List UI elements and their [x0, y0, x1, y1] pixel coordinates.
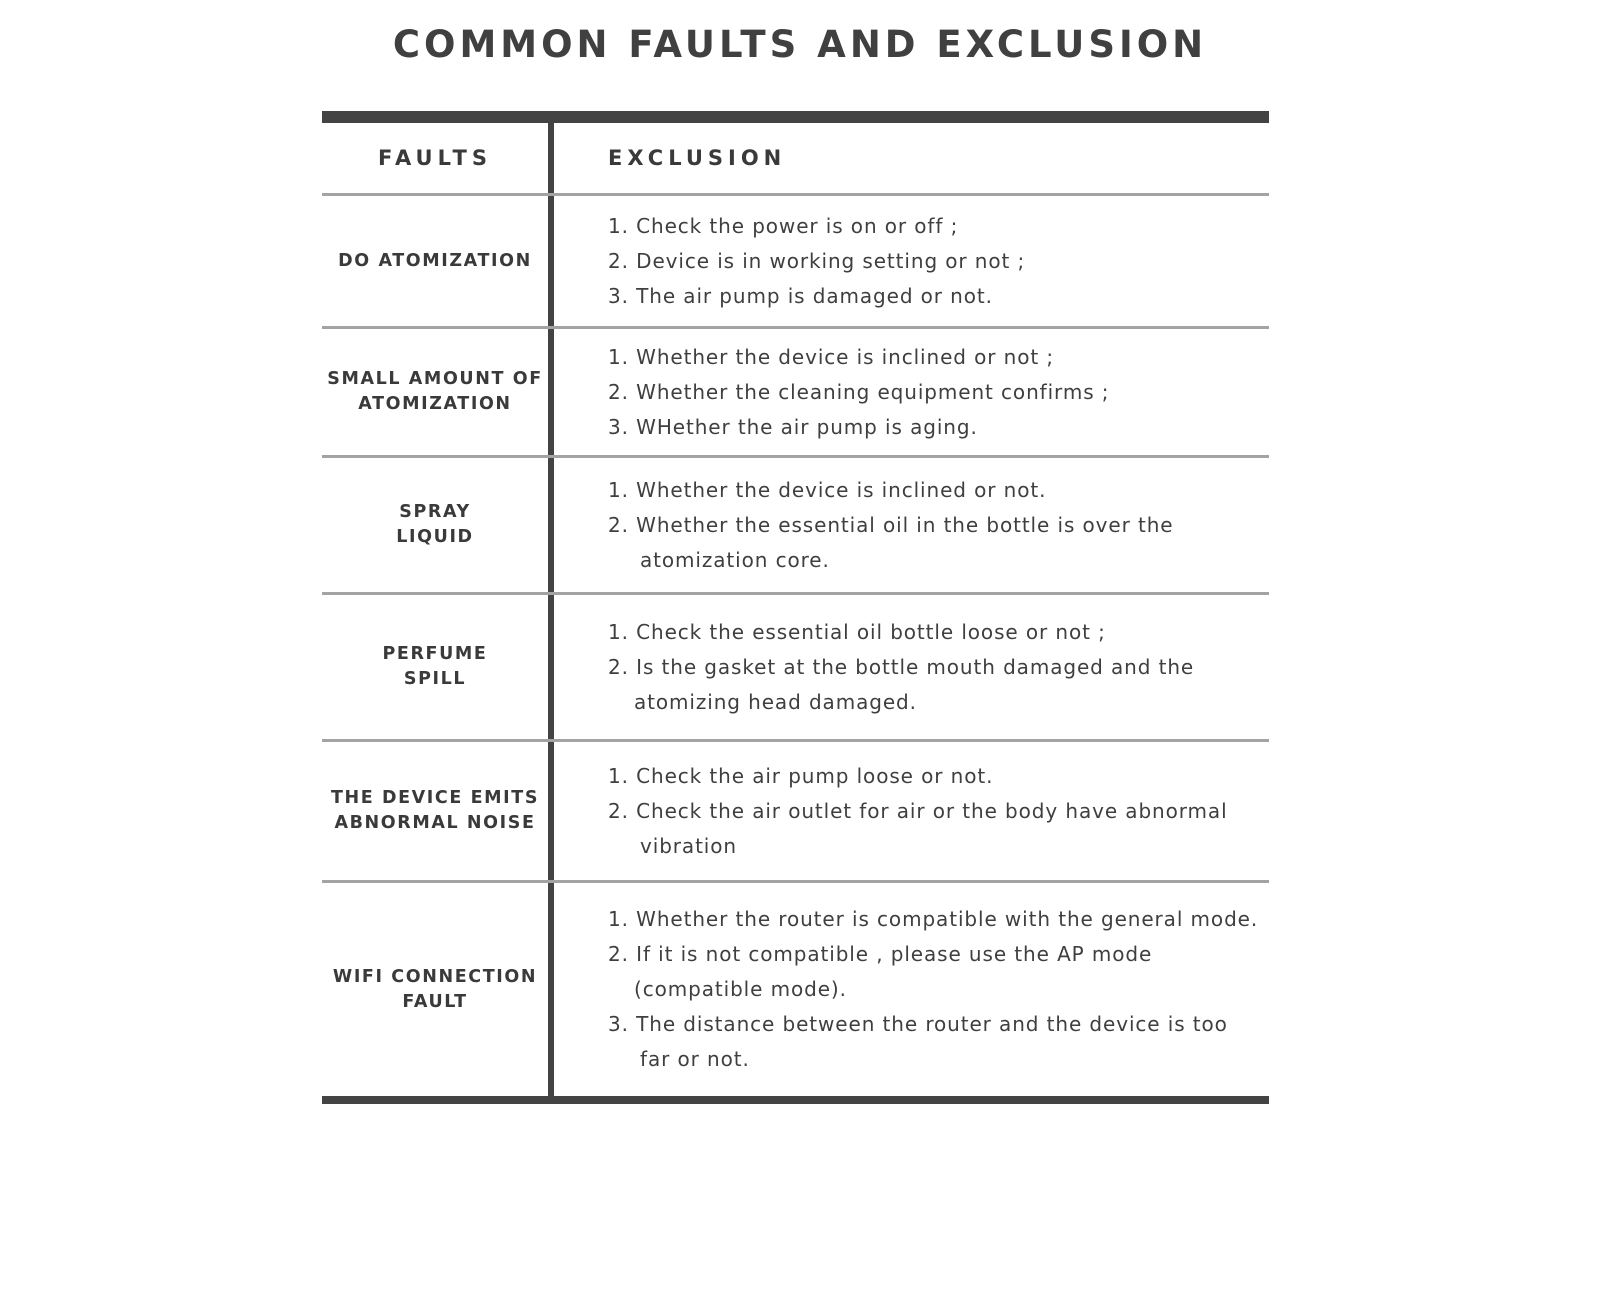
exclusion-line: atomizing head damaged.: [634, 689, 917, 714]
fault-cell: WIFI CONNECTION FAULT: [332, 966, 538, 1012]
table-top-rule: [322, 111, 1269, 123]
exclusion-line: 2. Is the gasket at the bottle mouth damaged and the: [608, 654, 1195, 679]
exclusion-line: far or not.: [640, 1047, 750, 1071]
exclusion-line: 2. If it is not compatible , please use the AP mode: [608, 942, 1153, 966]
fault-cell: THE DEVICE EMITS ABNORMAL NOISE: [330, 788, 540, 833]
fault-cell: DO ATOMIZATION: [338, 250, 532, 271]
exclusion-cell: [608, 595, 1270, 739]
exclusion-line: 1. Check the air pump loose or not.: [608, 763, 994, 788]
exclusion-cell: [608, 742, 1270, 880]
exclusion-cell: [608, 329, 1270, 455]
page-title: COMMON FAULTS AND EXCLUSION: [392, 23, 1208, 66]
exclusion-line: 3. WHether the air pump is aging.: [608, 414, 978, 439]
exclusion-line: 1. Check the power is on or off ;: [608, 213, 959, 238]
header-faults: FAULTS: [378, 146, 492, 170]
exclusion-line: (compatible mode).: [634, 977, 847, 1001]
exclusion-line: 1. Whether the device is inclined or not ;: [608, 344, 1055, 369]
exclusion-line: 3. The air pump is damaged or not.: [608, 283, 993, 308]
exclusion-line: 1. Whether the device is inclined or not.: [608, 477, 1047, 502]
exclusion-line: 3. The distance between the router and the device is too: [608, 1012, 1228, 1036]
exclusion-cell: [608, 883, 1270, 1096]
fault-cell: SMALL AMOUNT OF ATOMIZATION: [327, 369, 543, 414]
exclusion-line: 2. Check the air outlet for air or the body have abnormal: [608, 798, 1228, 823]
fault-cell: SPRAY LIQUID: [396, 502, 474, 547]
fault-cell: PERFUME SPILL: [382, 644, 488, 689]
exclusion-line: 2. Whether the essential oil in the bottle is over the: [608, 512, 1174, 537]
table-bottom-rule: [322, 1096, 1269, 1104]
exclusion-cell: [608, 196, 1270, 326]
column-divider: [548, 123, 554, 1096]
exclusion-line: atomization core.: [640, 547, 830, 572]
exclusion-line: vibration: [640, 833, 737, 858]
faults-table: [322, 111, 1269, 1101]
exclusion-line: 1. Whether the router is compatible with the general mode.: [608, 907, 1259, 931]
exclusion-line: 2. Device is in working setting or not ;: [608, 248, 1026, 273]
exclusion-line: 2. Whether the cleaning equipment confirms ;: [608, 379, 1110, 404]
exclusion-line: 1. Check the essential oil bottle loose or not ;: [608, 619, 1106, 644]
header-exclusion: EXCLUSION: [608, 146, 787, 170]
exclusion-cell: [608, 458, 1270, 592]
